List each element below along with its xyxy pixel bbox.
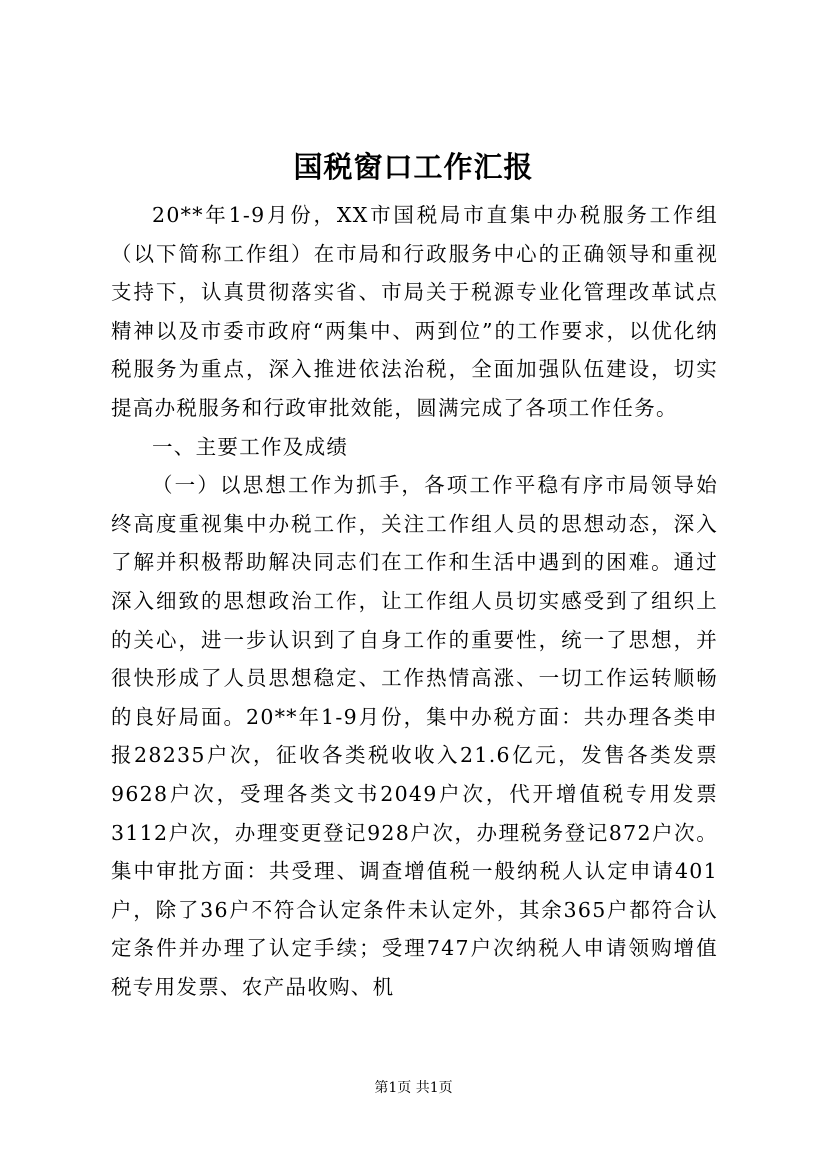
- document-body: [111, 196, 718, 1006]
- section-heading-main-work: 一、主要工作及成绩: [152, 434, 349, 459]
- document-title: 国税窗口工作汇报: [293, 150, 534, 184]
- paragraph-intro: 20**年1-9月份，XX市国税局市直集中办税服务工作组（以下简称工作组）在市局和行政服务中心的正确领导和重视支持下，认真贯彻落实省、市局关于税源专业化管理改革试点精神以及市委市政府“两集中、两到位”的工作要求，以优化纳税服务为重点，深入推进依法治税，全面加强队伍建设，切实提高办税服务和行政审批效能，圆满完成了各项工作任务。: [111, 203, 718, 420]
- paragraph-ideological-work: （一）以思想工作为抓手，各项工作平稳有序市局领导始终高度重视集中办税工作，关注工作组人员的思想动态，深入了解并积极帮助解决同志们在工作和生活中遇到的困难。通过深入细致的思想政治工作，让工作组人员切实感受到了组织上的关心，进一步认识到了自身工作的重要性，统一了思想，并很快形成了人员思想稳定、工作热情高涨、一切工作运转顺畅的良好局面。20**年1-9月份，集中办税方面：共办理各类申报28235户次，征收各类税收收入21.6亿元，发售各类发票9628户次，受理各类文书2049户次，代开增值税专用发票3112户次，办理变更登记928户次，办理税务登记872户次。集中审批方面：共受理、调查增值税一般纳税人认定申请401户，除了36户不符合认定条件未认定外，其余365户都符合认定条件并办理了认定手续；受理747户次纳税人申请领购增值税专用发票、农产品收购、机: [111, 473, 718, 999]
- page-footer: 第1页 共1页: [374, 1080, 453, 1096]
